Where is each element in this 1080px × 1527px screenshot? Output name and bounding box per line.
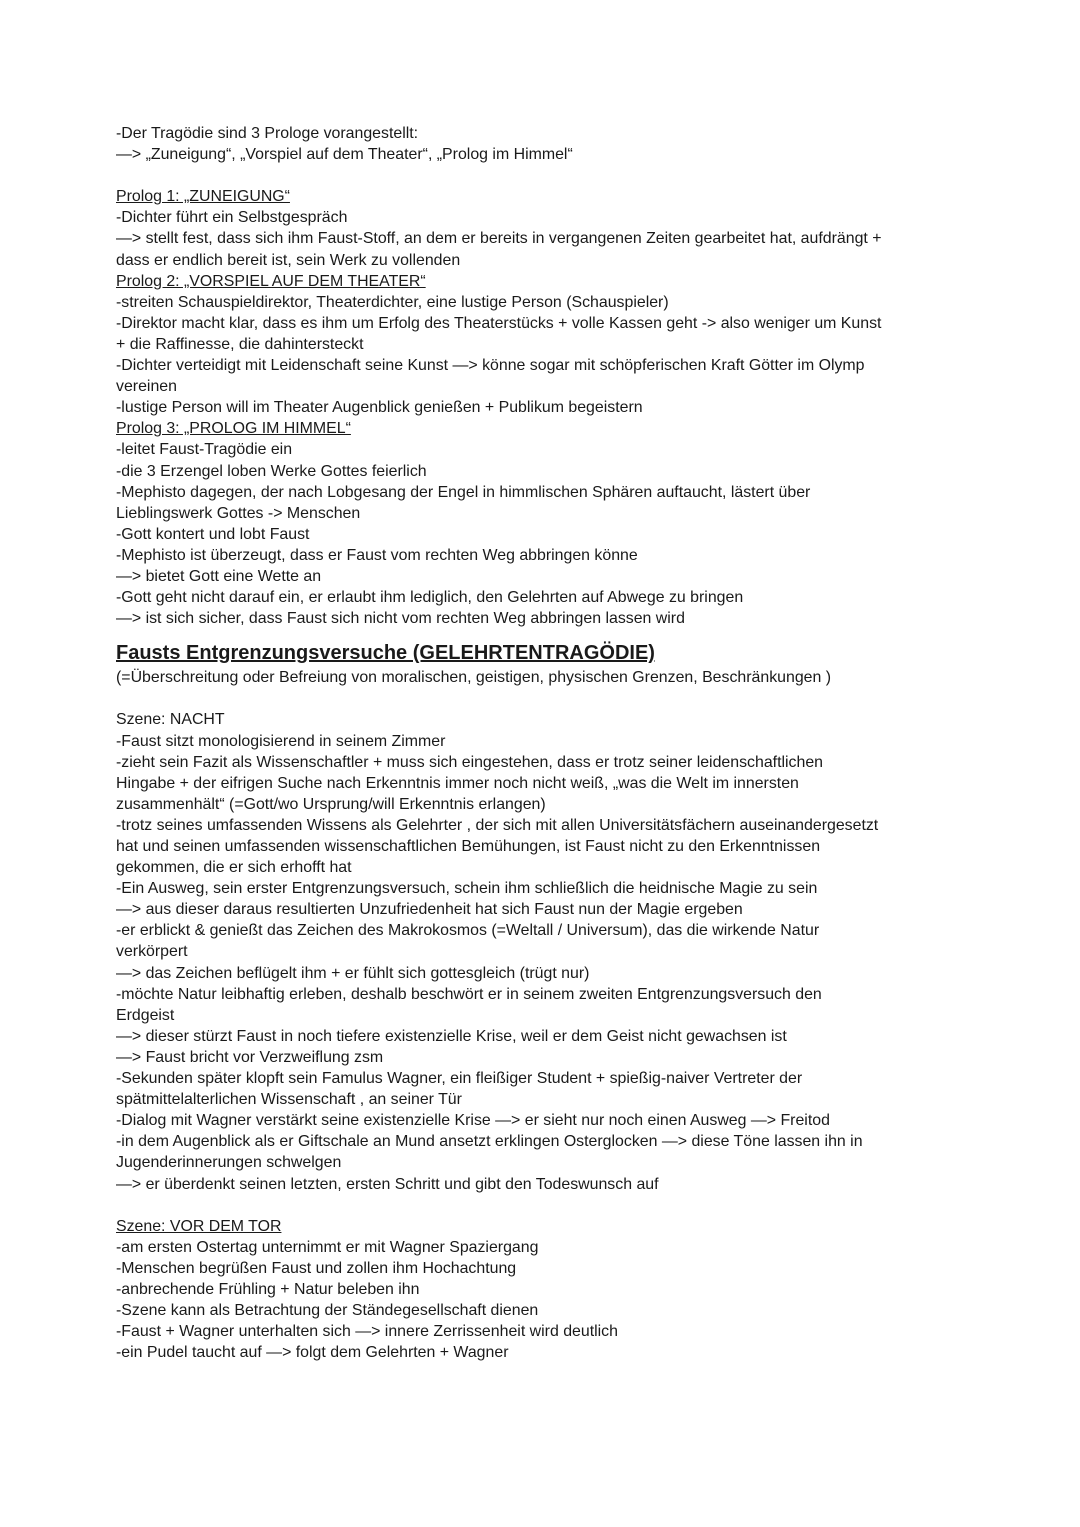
scene-nacht-line: —> er überdenkt seinen letzten, ersten Schritt und gibt den Todeswunsch auf [116,1175,659,1193]
prolog2-line: + die Raffinesse, die dahintersteckt [116,335,364,353]
prolog2-line: vereinen [116,378,177,396]
scene-nacht-line: -zieht sein Fazit als Wissenschaftler + muss sich eingestehen, dass er trotz seiner leidenschaftlichen [116,753,824,771]
scene-nacht-line: gekommen, die er sich erhofft hat [116,859,352,877]
scene-nacht-line: -Faust sitzt monologisierend in seinem Zimmer [116,732,446,750]
prolog3-title: Prolog 3: „PROLOG IM HIMMEL“ [116,420,351,438]
prolog3-line: -Gott geht nicht darauf ein, er erlaubt ihm lediglich, den Gelehrten auf Abwege zu bringen [116,589,744,607]
scene-tor-line: -Faust + Wagner unterhalten sich —> innere Zerrissenheit wird deutlich [116,1323,618,1341]
scene-nacht-line: -Dialog mit Wagner verstärkt seine existenzielle Krise —> er sieht nur noch einen Ausweg —> Freitod [116,1112,830,1130]
scene-nacht-line: Hingabe + der eifrigen Suche nach Erkenntnis immer noch nicht weiß, „was die Welt im innersten [116,774,799,792]
scene-nacht-line: —> dieser stürzt Faust in noch tiefere existenzielle Krise, weil er dem Geist nicht gewachsen ist [116,1027,787,1045]
scene-nacht-line: zusammenhält“ (=Gott/wo Ursprung/will Erkenntnis erlangen) [116,795,546,813]
scene-tor-line: -Menschen begrüßen Faust und zollen ihm Hochachtung [116,1259,517,1277]
spacer [116,165,996,186]
prolog3-line: -Gott kontert und lobt Faust [116,525,310,543]
scene-nacht-block [116,709,996,1194]
scene-nacht-title: Szene: NACHT [116,711,225,729]
prolog1-line: dass er endlich bereit ist, sein Werk zu vollenden [116,251,461,269]
scene-nacht-line: -möchte Natur leibhaftig erleben, deshalb beschwört er in seinem zweiten Entgrenzungsversuch den [116,985,822,1003]
scene-nacht-line: -in dem Augenblick als er Giftschale an Mund ansetzt erklingen Osterglocken —> diese Töne lassen ihn in [116,1133,863,1151]
scene-nacht-line: spätmittelalterlichen Wissenschaft , an seiner Tür [116,1091,462,1109]
scene-nacht-line: -Sekunden später klopft sein Famulus Wagner, ein fleißiger Student + spießig-naiver Vertreter der [116,1070,803,1088]
scene-nacht-line: verkörpert [116,943,188,961]
section-heading: Fausts Entgrenzungsversuche (GELEHRTENTRAGÖDIE) [116,642,655,665]
spacer [116,688,996,709]
scene-tor-line: -Szene kann als Betrachtung der Ständegesellschaft dienen [116,1302,539,1320]
prolog3-line: -Mephisto dagegen, der nach Lobgesang der Engel in himmlischen Sphären auftaucht, lästert über [116,483,811,501]
section-definition: (=Überschreitung oder Befreiung von moralischen, geistigen, physischen Grenzen, Beschränkungen ) [116,669,832,687]
scene-nacht-line: -trotz seines umfassenden Wissens als Gelehrter , der sich mit allen Universitätsfächern auseinandergesetzt [116,816,879,834]
scene-tor-block [116,1216,996,1364]
scene-nacht-line: -Ein Ausweg, sein erster Entgrenzungsversuch, schein ihm schließlich die heidnische Magie zu sein [116,880,818,898]
document-content [116,123,996,1363]
scene-tor-line: -ein Pudel taucht auf —> folgt dem Gelehrten + Wagner [116,1344,509,1362]
prolog3-line: -die 3 Erzengel loben Werke Gottes feierlich [116,462,427,480]
scene-nacht-line: —> Faust bricht vor Verzweiflung zsm [116,1048,384,1066]
scene-tor-title: Szene: VOR DEM TOR [116,1217,282,1235]
spacer [116,1195,996,1216]
scene-nacht-line: Erdgeist [116,1006,175,1024]
prolog2-line: -Direktor macht klar, dass es ihm um Erfolg des Theaterstücks + volle Kassen geht -> also weniger um Kunst [116,314,882,332]
scene-tor-line: -anbrechende Frühling + Natur beleben ihn [116,1280,420,1298]
intro-line: -Der Tragödie sind 3 Prologe vorangestellt: [116,125,419,142]
prolog1-line: -Dichter führt ein Selbstgespräch [116,209,348,227]
prolog1-title: Prolog 1: „ZUNEIGUNG“ [116,188,290,206]
prolog3-line: —> ist sich sicher, dass Faust sich nicht vom rechten Weg abbringen lassen wird [116,610,685,628]
prolog1-block [116,186,996,270]
prolog2-line: -lustige Person will im Theater Augenblick genießen + Publikum begeistern [116,399,643,417]
prolog3-line: -Mephisto ist überzeugt, dass er Faust vom rechten Weg abbringen könne [116,546,638,564]
prolog2-line: -Dichter verteidigt mit Leidenschaft seine Kunst —> könne sogar mit schöpferischen Kraft Götter im Olymp [116,357,865,375]
scene-nacht-line: -er erblickt & genießt das Zeichen des Makrokosmos (=Weltall / Universum), das die wirkende Natur [116,922,820,940]
prolog2-block [116,271,996,419]
prolog3-line: -leitet Faust-Tragödie ein [116,441,293,459]
scene-tor-line: -am ersten Ostertag unternimmt er mit Wagner Spaziergang [116,1238,539,1256]
scene-nacht-line: Jugenderinnerungen schwelgen [116,1154,342,1172]
intro-block [116,123,996,165]
intro-line: —> „Zuneigung“, „Vorspiel auf dem Theater“, „Prolog im Himmel“ [116,146,573,164]
prolog3-line: Lieblingswerk Gottes -> Menschen [116,504,361,522]
prolog1-line: —> stellt fest, dass sich ihm Faust-Stoff, an dem er bereits in vergangenen Zeiten gearbeitet hat, aufdrängt + [116,230,882,248]
prolog3-line: —> bietet Gott eine Wette an [116,567,322,585]
prolog3-block [116,418,996,629]
scene-nacht-line: —> aus dieser daraus resultierten Unzufriedenheit hat sich Faust nun der Magie ergeben [116,901,743,919]
prolog2-line: -streiten Schauspieldirektor, Theaterdichter, eine lustige Person (Schauspieler) [116,293,669,311]
prolog2-title: Prolog 2: „VORSPIEL AUF DEM THEATER“ [116,272,426,290]
scene-nacht-line: hat und seinen umfassenden wissenschaftlichen Bemühungen, ist Faust nicht zu den Erkenntnissen [116,838,821,855]
scene-nacht-line: —> das Zeichen beflügelt ihm + er fühlt sich gottesgleich (trügt nur) [116,964,590,982]
